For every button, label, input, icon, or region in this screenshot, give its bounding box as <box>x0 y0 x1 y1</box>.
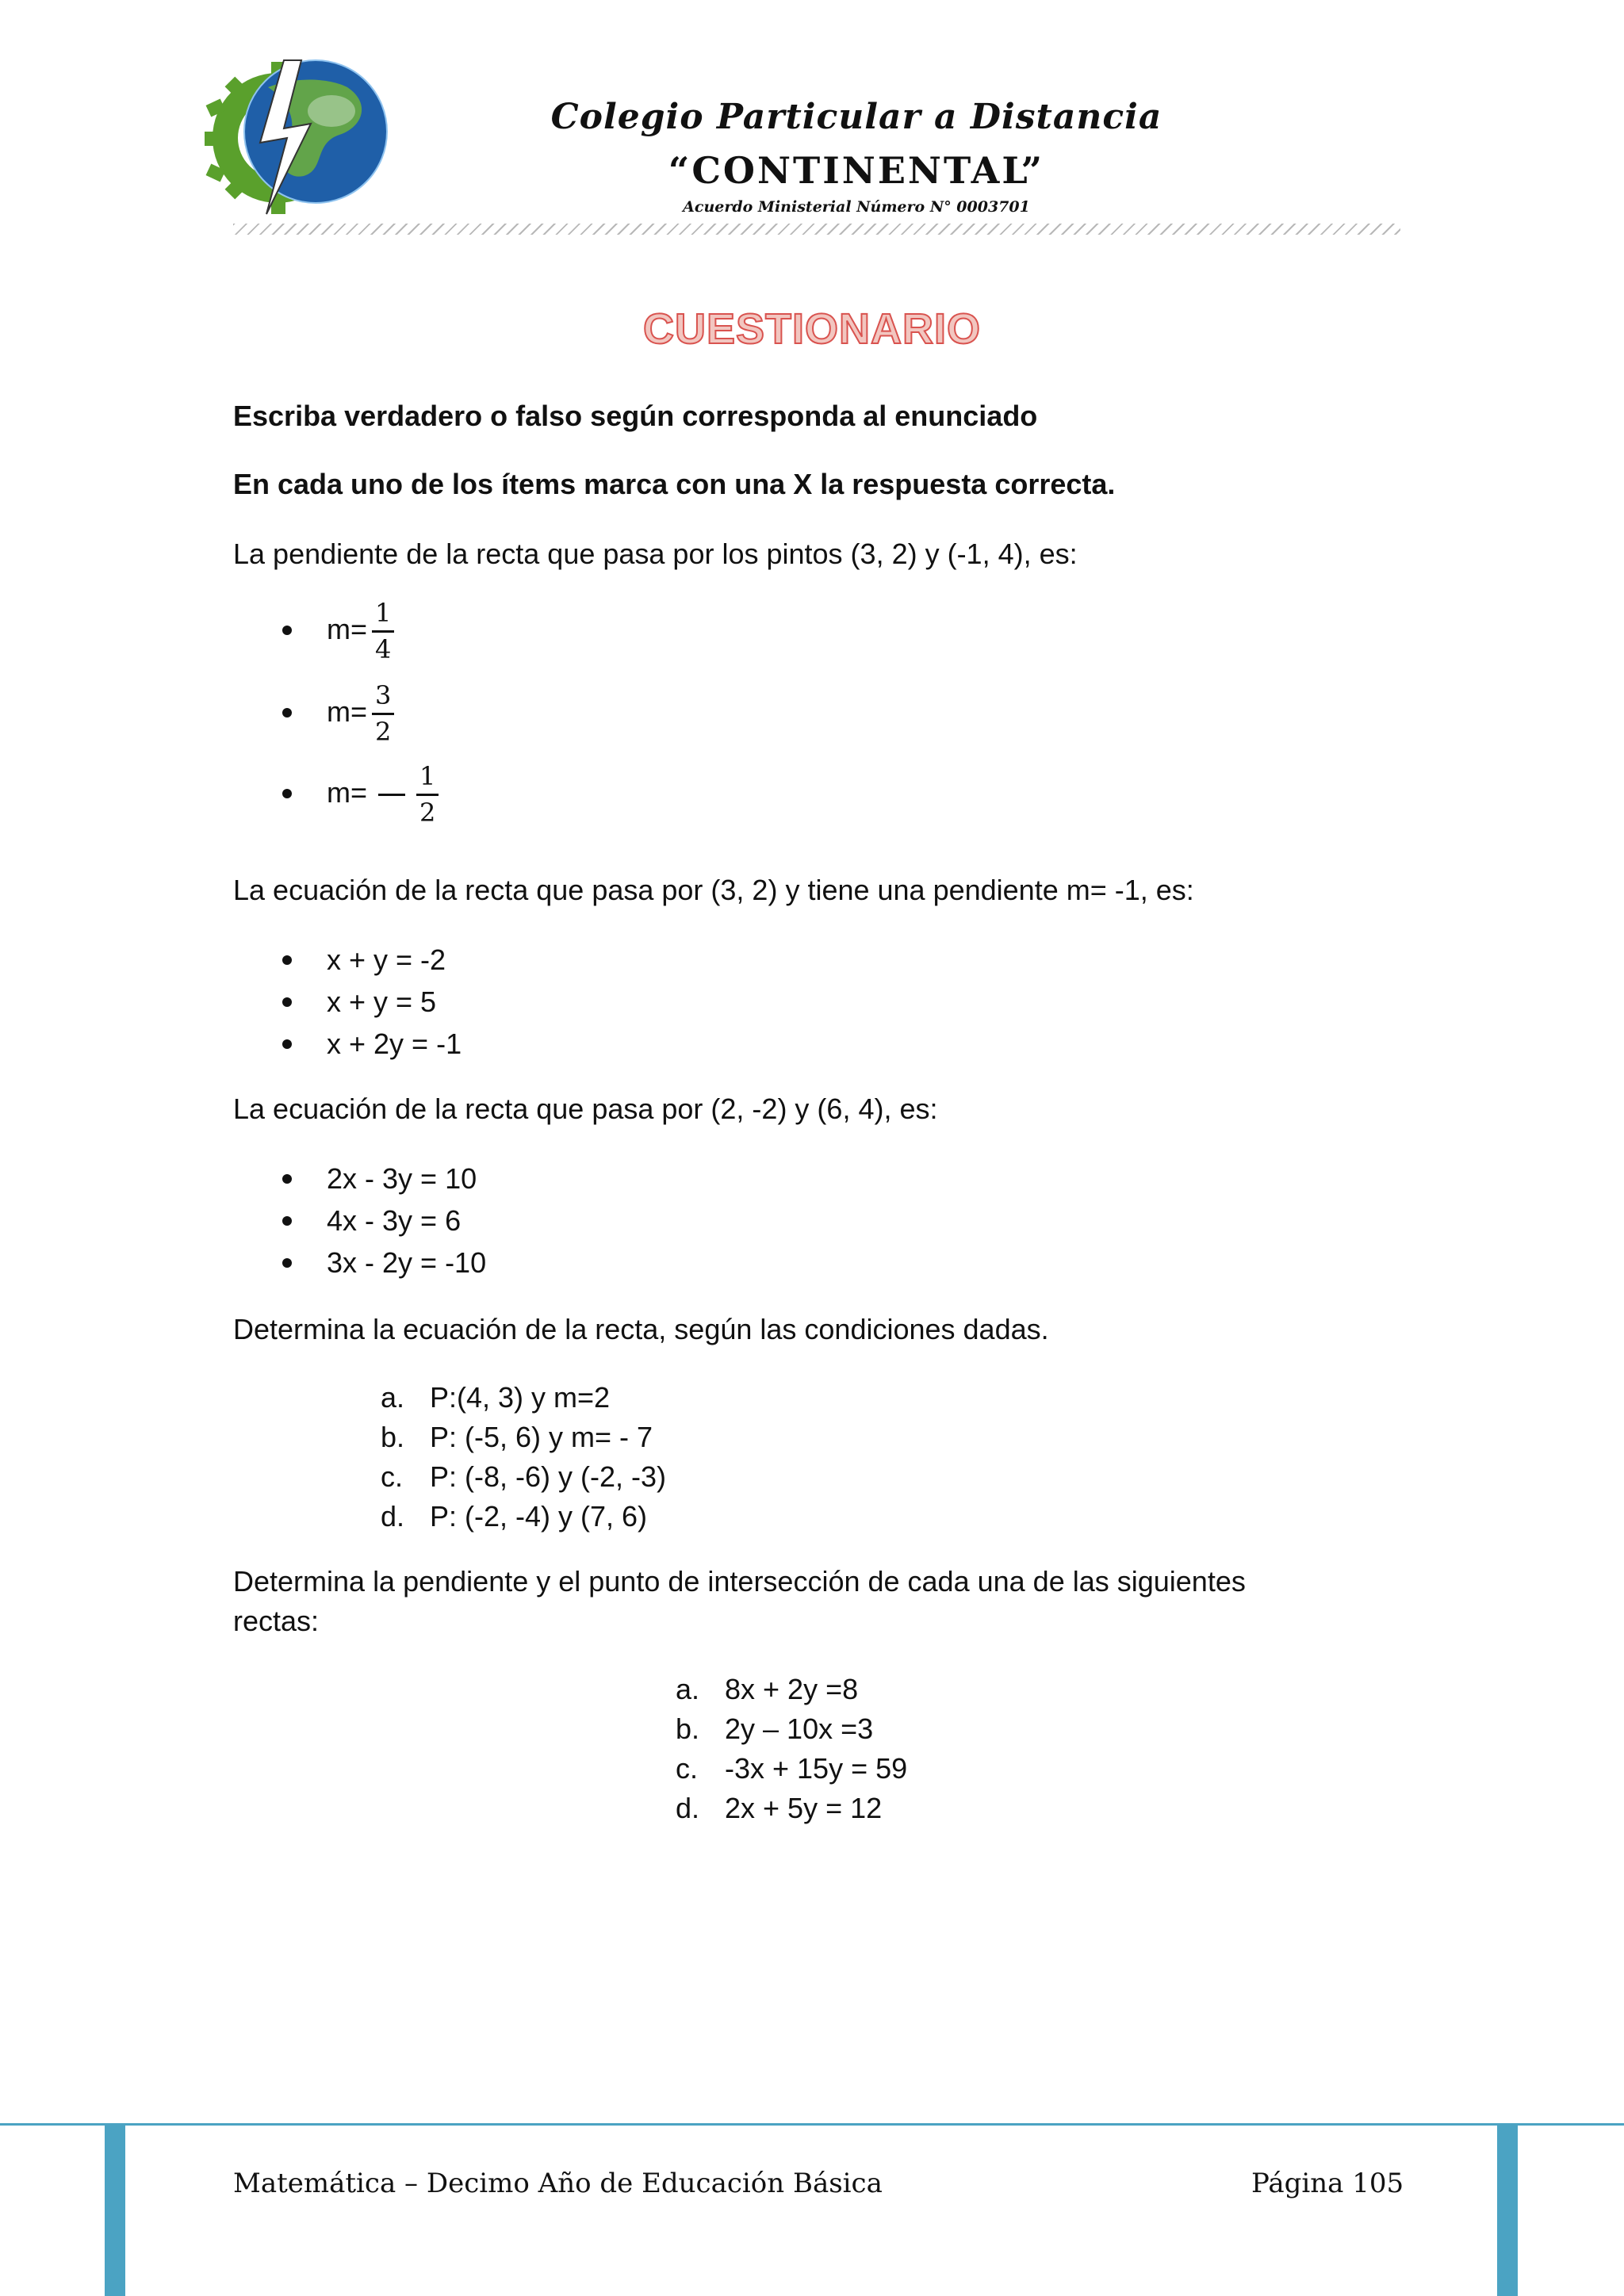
bullet <box>282 626 292 635</box>
fraction: $\frac{3}{2}$ <box>372 682 394 746</box>
q5-item-a: a. 8x + 2y =8 <box>676 1673 859 1705</box>
question-3: La ecuación de la recta que pasa por (2, -2) y (6, 4), es: <box>233 1093 938 1125</box>
question-4: Determina la ecuación de la recta, según las condiciones dadas. <box>233 1313 1049 1345</box>
minus-sign <box>378 794 405 796</box>
q4-item-b: b. P: (-5, 6) y m= - 7 <box>381 1421 653 1453</box>
q4-item-d: d. P: (-2, -4) y (7, 6) <box>381 1500 648 1533</box>
school-logo <box>205 55 392 219</box>
question-2: La ecuación de la recta que pasa por (3, 2) y tiene una pendiente m= -1, es: <box>233 874 1194 906</box>
page-number: Página 105 <box>1251 2168 1404 2199</box>
q1-option-2: m= $\frac{3}{2}$ <box>282 682 394 746</box>
fraction: $\frac{1}{4}$ <box>372 599 394 664</box>
q5-item-c: c. -3x + 15y = 59 <box>676 1752 908 1785</box>
bullet <box>282 1039 292 1049</box>
bullet <box>282 1174 292 1184</box>
question-5-line-1: Determina la pendiente y el punto de intersección de cada una de las siguientes <box>233 1565 1246 1598</box>
bullet <box>282 997 292 1007</box>
q3-option-2: 4x - 3y = 6 <box>282 1204 461 1238</box>
bullet <box>282 1216 292 1226</box>
q2-option-1: x + y = -2 <box>282 943 446 977</box>
q1-option-1: m= $\frac{1}{4}$ <box>282 599 394 664</box>
q4-item-c: c. P: (-8, -6) y (-2, -3) <box>381 1460 667 1493</box>
school-name: Colegio Particular a Distancia <box>550 97 1162 137</box>
instruction-2: En cada uno de los ítems marca con una X la respuesta correcta. <box>233 468 1116 500</box>
ministerial-agreement: Acuerdo Ministerial Número N° 0003701 <box>683 198 1030 216</box>
bullet <box>282 1258 292 1268</box>
q4-item-a: a. P:(4, 3) y m=2 <box>381 1381 611 1414</box>
question-5-line-2: rectas: <box>233 1605 320 1637</box>
q3-option-3: 3x - 2y = -10 <box>282 1246 486 1280</box>
q1-option-3: m= $\frac{1}{2}$ <box>282 763 439 827</box>
footer-bar-left <box>105 2123 125 2296</box>
q2-option-2: x + y = 5 <box>282 985 436 1019</box>
bullet <box>282 955 292 965</box>
bullet <box>282 708 292 718</box>
footer-bar-right <box>1497 2123 1518 2296</box>
fraction: $\frac{1}{2}$ <box>416 763 439 827</box>
school-brand: “CONTINENTAL” <box>668 149 1045 192</box>
bullet <box>282 789 292 798</box>
header-divider <box>233 224 1400 235</box>
q2-option-3: x + 2y = -1 <box>282 1027 462 1061</box>
q3-option-1: 2x - 3y = 10 <box>282 1162 477 1196</box>
page-title: CUESTIONARIO <box>642 305 982 353</box>
footer-divider <box>0 2123 1624 2126</box>
q5-item-b: b. 2y – 10x =3 <box>676 1712 874 1745</box>
question-1: La pendiente de la recta que pasa por los pintos (3, 2) y (-1, 4), es: <box>233 538 1078 570</box>
q5-item-d: d. 2x + 5y = 12 <box>676 1792 883 1824</box>
instruction-1: Escriba verdadero o falso según corresponda al enunciado <box>233 400 1038 432</box>
footer-subject: Matemática – Decimo Año de Educación Básica <box>233 2168 883 2199</box>
